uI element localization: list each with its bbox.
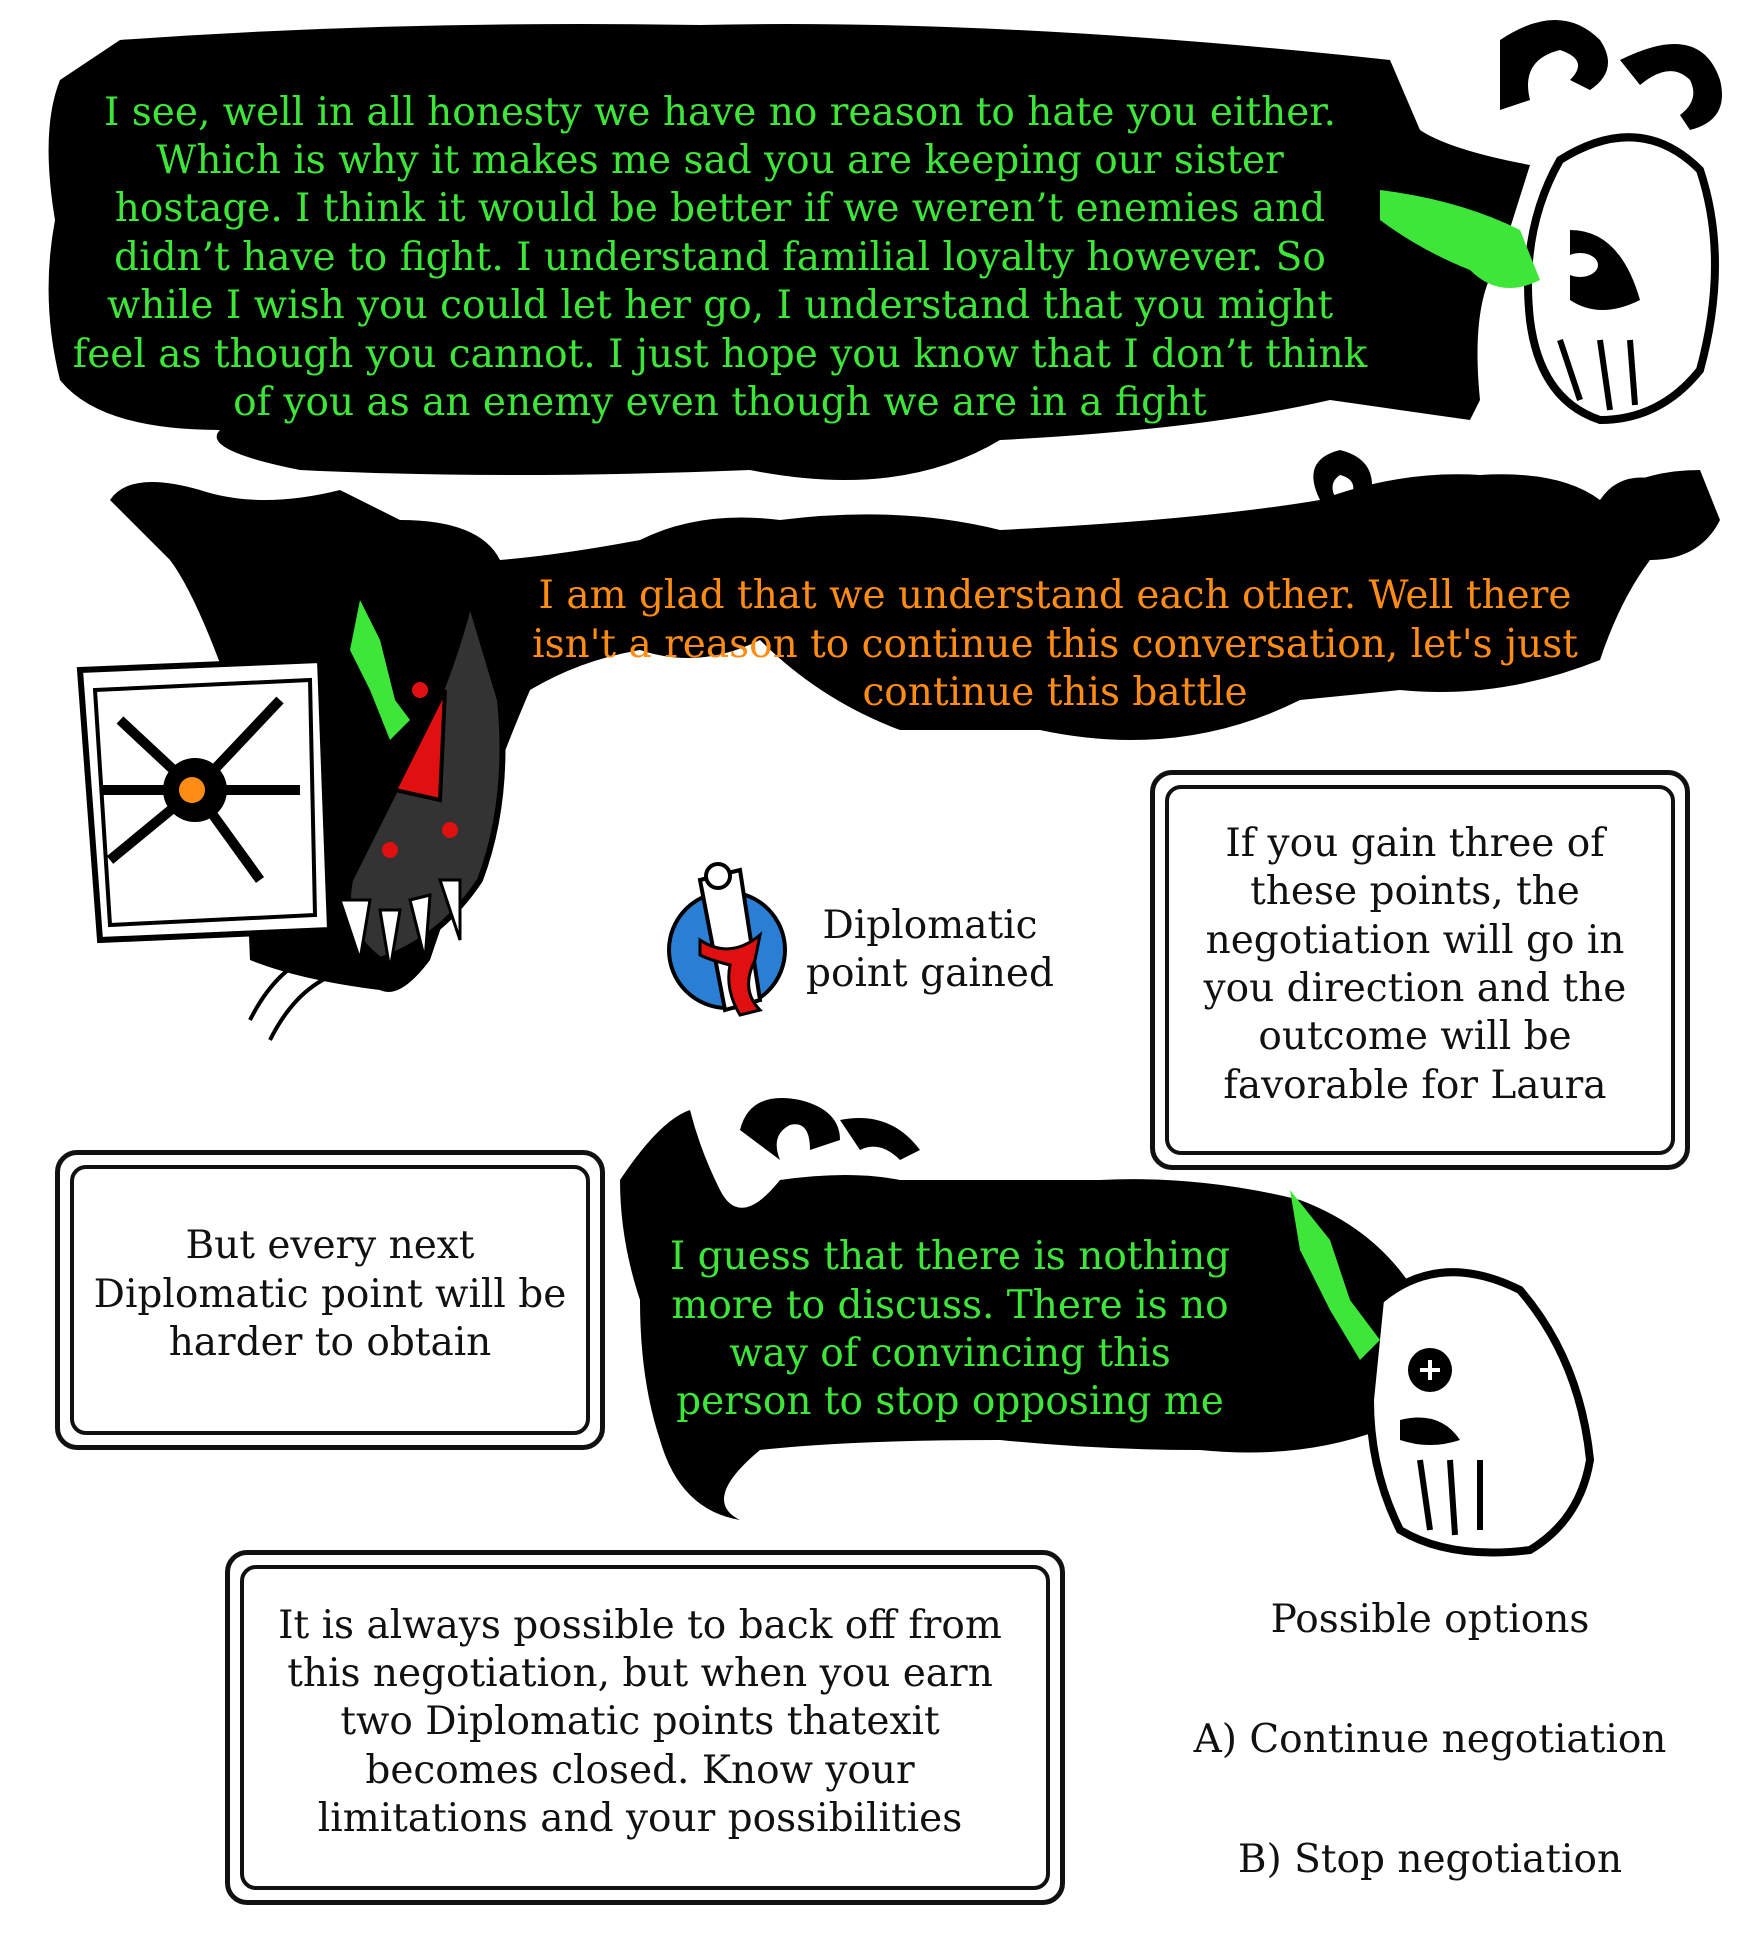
diplomatic-point-label: Diplomatic point gained xyxy=(806,902,1054,996)
option-a-button[interactable]: A) Continue negotiation xyxy=(1193,1716,1667,1762)
info-text-back-off: It is always possible to back off from this negotiation, but when you earn two Diplomatic points thatexit becomes closed. Know your limitations and your possibilities xyxy=(278,1602,1002,1842)
scroll-icon xyxy=(669,864,785,1015)
second-green-speech-text: I guess that there is nothing more to discuss. There is no way of convincing this person to stop opposing me xyxy=(669,1234,1231,1425)
orange-eye xyxy=(179,777,205,803)
info-text-harder: But every next Diplomatic point will be harder to obtain xyxy=(93,1223,567,1366)
option-b-button[interactable]: B) Stop negotiation xyxy=(1237,1836,1623,1882)
top-speech-text: I see, well in all honesty we have no reason to hate you either. Which is why it makes me sad you are keeping our sister hostage. I think it would be better if we weren’t enemies and didn’t have to fight. I understand familial loyalty however. So while I wish you could let her go, I understand that you might feel as though you cannot. I just hope you know that I don’t think of you as an enemy even though we are in a fight xyxy=(72,89,1368,425)
orange-speech-text: I am glad that we understand each other. Well there isn't a reason to continue this conversation, let's just continue this battle xyxy=(532,573,1578,716)
info-text-three-points: If you gain three of these points, the negotiation will go in you direction and the outcome will be favorable for Laura xyxy=(1203,820,1627,1108)
options-header: Possible options xyxy=(1270,1596,1590,1642)
